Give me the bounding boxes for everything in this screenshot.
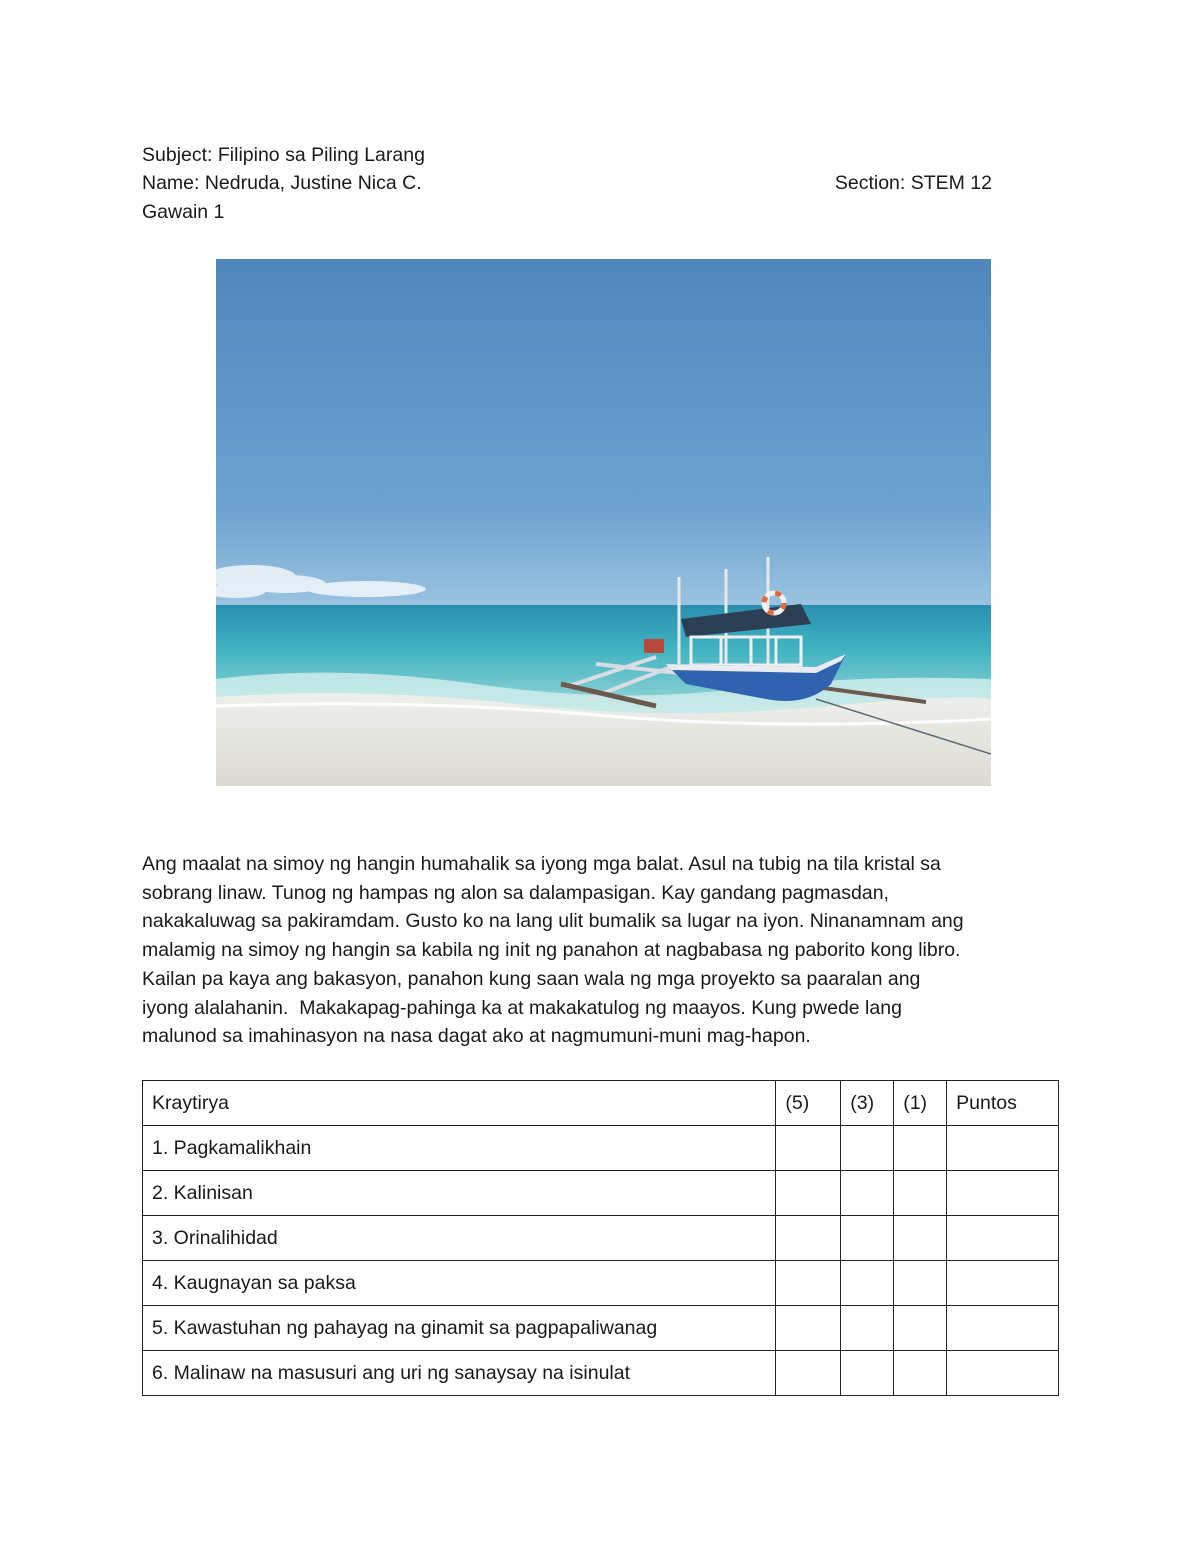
- essay-line: iyong alalahanin. Makakapag-pahinga ka at makakatulog ng maayos. Kung pwede lang: [142, 996, 902, 1019]
- student-name: Name: Nedruda, Justine Nica C.: [142, 172, 422, 194]
- essay-line: Ang maalat na simoy ng hangin humahalik sa iyong mga balat. Asul na tubig na tila kristal sa: [142, 853, 941, 875]
- score-5-cell: [776, 1216, 841, 1261]
- points-cell: [947, 1261, 1059, 1306]
- subject-line: [142, 141, 992, 169]
- essay-line: Kailan pa kaya ang bakasyon, panahon kung saan wala ng mga proyekto sa paaralan ang: [142, 967, 921, 990]
- table-row: [143, 1216, 1059, 1261]
- criterion-cell: 2. Kalinisan: [143, 1171, 776, 1216]
- points-cell: [947, 1126, 1059, 1171]
- subject-text: Subject: Filipino sa Piling Larang: [142, 144, 425, 166]
- section-text: Section: STEM 12: [834, 172, 992, 194]
- essay-line: malamig na simoy ng hangin sa kabila ng init ng panahon at nagbabasa ng paborito kong libro.: [142, 939, 961, 962]
- table-row: [143, 1351, 1059, 1396]
- score-3-cell: [841, 1126, 894, 1171]
- criterion-cell: 5. Kawastuhan ng pahayag na ginamit sa pagpapaliwanag: [143, 1306, 776, 1351]
- score-1-cell: [894, 1261, 947, 1306]
- criterion-cell: 1. Pagkamalikhain: [143, 1126, 776, 1171]
- name-section-line: [142, 169, 992, 197]
- points-cell: [947, 1171, 1059, 1216]
- score-5-cell: [776, 1171, 841, 1216]
- score-3-cell: [841, 1261, 894, 1306]
- score-1-cell: [894, 1306, 947, 1351]
- essay-paragraph: [142, 850, 1062, 1051]
- beach-boat-photo: [216, 259, 991, 786]
- score-5-cell: [776, 1306, 841, 1351]
- table-row: [143, 1306, 1059, 1351]
- essay-line: sobrang linaw. Tunog ng hampas ng alon sa dalampasigan. Kay gandang pagmasdan,: [142, 881, 889, 904]
- activity-title: Gawain 1: [142, 201, 225, 223]
- rubric-header-row: [143, 1081, 1059, 1126]
- criterion-cell: 6. Malinaw na masusuri ang uri ng sanaysay na isinulat: [143, 1351, 776, 1396]
- score-1-cell: [894, 1126, 947, 1171]
- points-cell: [947, 1351, 1059, 1396]
- header-criteria: Kraytirya: [143, 1081, 776, 1126]
- table-row: [143, 1261, 1059, 1306]
- essay-line: nakakaluwag sa pakiramdam. Gusto ko na lang ulit bumalik sa lugar na iyon. Ninanamnam ang: [142, 910, 964, 933]
- table-row: [143, 1171, 1059, 1216]
- essay-line: malunod sa imahinasyon na nasa dagat ako at nagmumuni-muni mag-hapon.: [142, 1025, 811, 1048]
- score-1-cell: [894, 1351, 947, 1396]
- score-5-cell: [776, 1126, 841, 1171]
- table-row: [143, 1126, 1059, 1171]
- points-cell: [947, 1216, 1059, 1261]
- header-score-5: (5): [776, 1081, 841, 1126]
- criterion-cell: 3. Orinalihidad: [143, 1216, 776, 1261]
- points-cell: [947, 1306, 1059, 1351]
- criterion-cell: 4. Kaugnayan sa paksa: [143, 1261, 776, 1306]
- header-points: Puntos: [947, 1081, 1059, 1126]
- score-3-cell: [841, 1351, 894, 1396]
- score-3-cell: [841, 1171, 894, 1216]
- score-5-cell: [776, 1261, 841, 1306]
- activity-line: [142, 198, 992, 226]
- rubric-table: [142, 1080, 1059, 1396]
- score-1-cell: [894, 1216, 947, 1261]
- score-3-cell: [841, 1306, 894, 1351]
- header-score-1: (1): [894, 1081, 947, 1126]
- score-1-cell: [894, 1171, 947, 1216]
- score-3-cell: [841, 1216, 894, 1261]
- score-5-cell: [776, 1351, 841, 1396]
- header-score-3: (3): [841, 1081, 894, 1126]
